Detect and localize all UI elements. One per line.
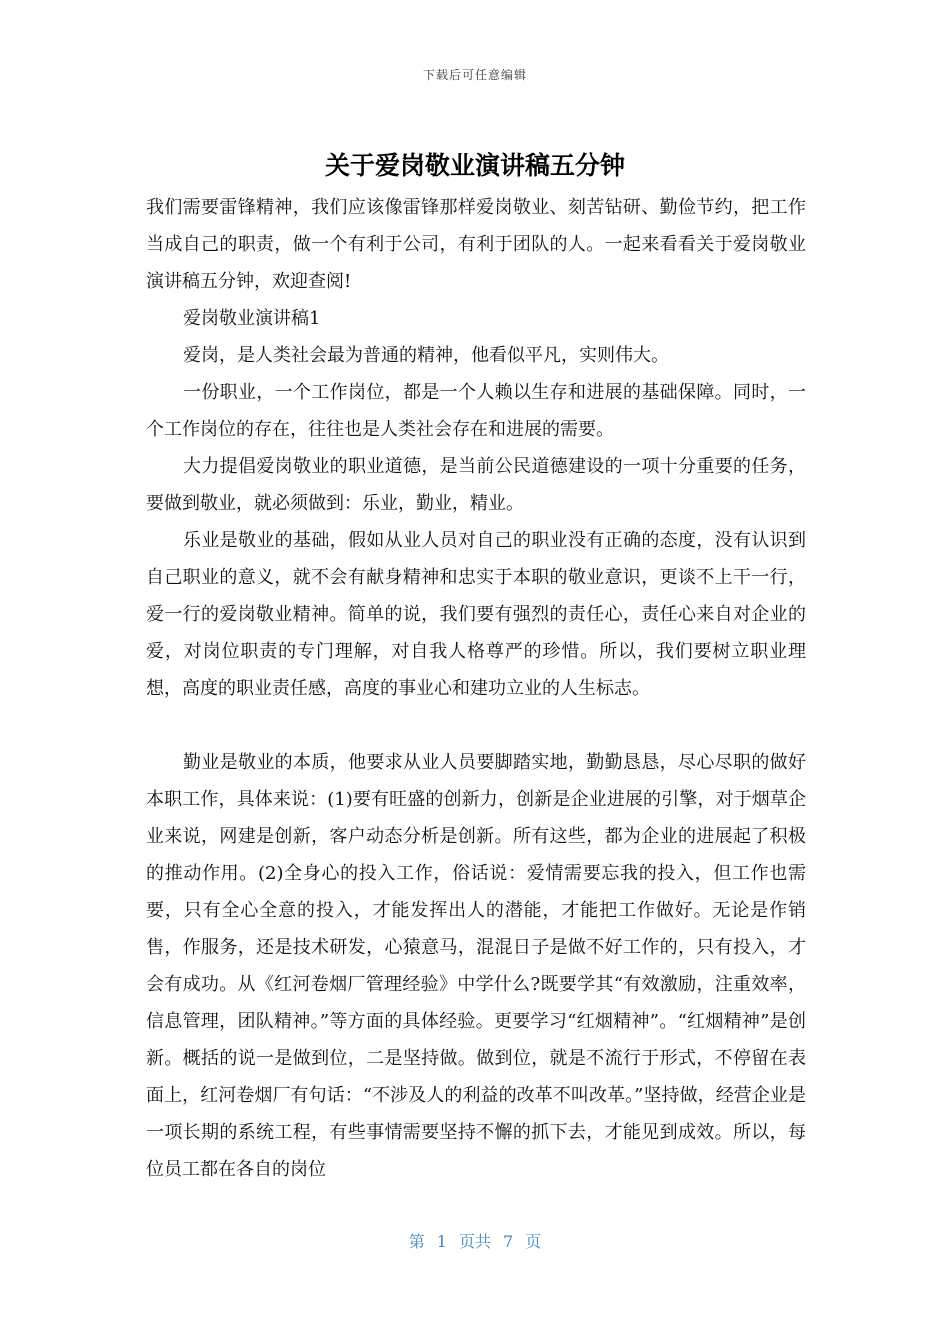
document-body xyxy=(146,189,806,1188)
header-note: 下载后可任意编辑 xyxy=(422,68,527,82)
body-paragraph: 乐业是敬业的基础，假如从业人员对自己的职业没有正确的态度，没有认识到自己职业的意义，就不会有献身精神和忠实于本职的敬业意识，更谈不上干一行，爱一行的爱岗敬业精神。简单的说，我们要有强烈的责任心，责任心来自对企业的爱，对岗位职责的专门理解，对自我人格尊严的珍惜。所以，我们要树立职业理想，高度的职业责任感，高度的事业心和建功立业的人生标志。 xyxy=(146,530,806,699)
page-label-suffix: 页 xyxy=(525,1232,542,1251)
body-paragraph: 一份职业，一个工作岗位，都是一个人赖以生存和进展的基础保障。同时，一个工作岗位的存在，往往也是人类社会存在和进展的需要。 xyxy=(146,382,806,440)
intro-paragraph: 我们需要雷锋精神，我们应该像雷锋那样爱岗敬业、刻苦钻研、勤俭节约，把工作当成自己的职责，做一个有利于公司，有利于团队的人。一起来看看关于爱岗敬业演讲稿五分钟，欢迎查阅! xyxy=(146,197,806,292)
document-title: 关于爱岗敬业演讲稿五分钟 xyxy=(324,151,625,180)
body-paragraph: 大力提倡爱岗敬业的职业道德，是当前公民道德建设的一项十分重要的任务，要做到敬业，就必须做到：乐业，勤业，精业。 xyxy=(146,456,806,514)
current-page-number: 1 xyxy=(436,1232,447,1251)
page-label-prefix: 第 xyxy=(408,1232,425,1251)
body-paragraph: 爱岗，是人类社会最为普通的精神，他看似平凡，实则伟大。 xyxy=(183,345,669,366)
body-paragraph: 勤业是敬业的本质，他要求从业人员要脚踏实地，勤勤恳恳，尽心尽职的做好本职工作，具体来说：(1)要有旺盛的创新力，创新是企业进展的引擎，对于烟草企业来说，网建是创新，客户动态分析是创新。所有这些，都为企业的进展起了积极的推动作用。(2)全身心的投入工作，俗话说：爱情需要忘我的投入，但工作也需要，只有全心全意的投入，才能发挥出人的潜能，才能把工作做好。无论是作销售，作服务，还是技术研发，心猿意马，混混日子是做不好工作的，只有投入，才会有成功。从《红河卷烟厂管理经验》中学什么?既要学其“有效激励，注重效率，信息管理，团队精神。”等方面的具体经验。更要学习“红烟精神”。“红烟精神”是创新。概括的说一是做到位，二是坚持做。做到位，就是不流行于形式，不停留在表面上，红河卷烟厂有句话：“不涉及人的利益的改革不叫改革。”坚持做，经营企业是一项长期的系统工程，有些事情需要坚持不懈的抓下去，才能见到成效。所以，每位员工都在各自的岗位 xyxy=(146,752,806,1180)
section-heading: 爱岗敬业演讲稿1 xyxy=(183,308,321,329)
page-label-middle: 页共 xyxy=(458,1232,491,1251)
page-footer xyxy=(0,1229,950,1252)
total-pages-number: 7 xyxy=(503,1232,514,1251)
